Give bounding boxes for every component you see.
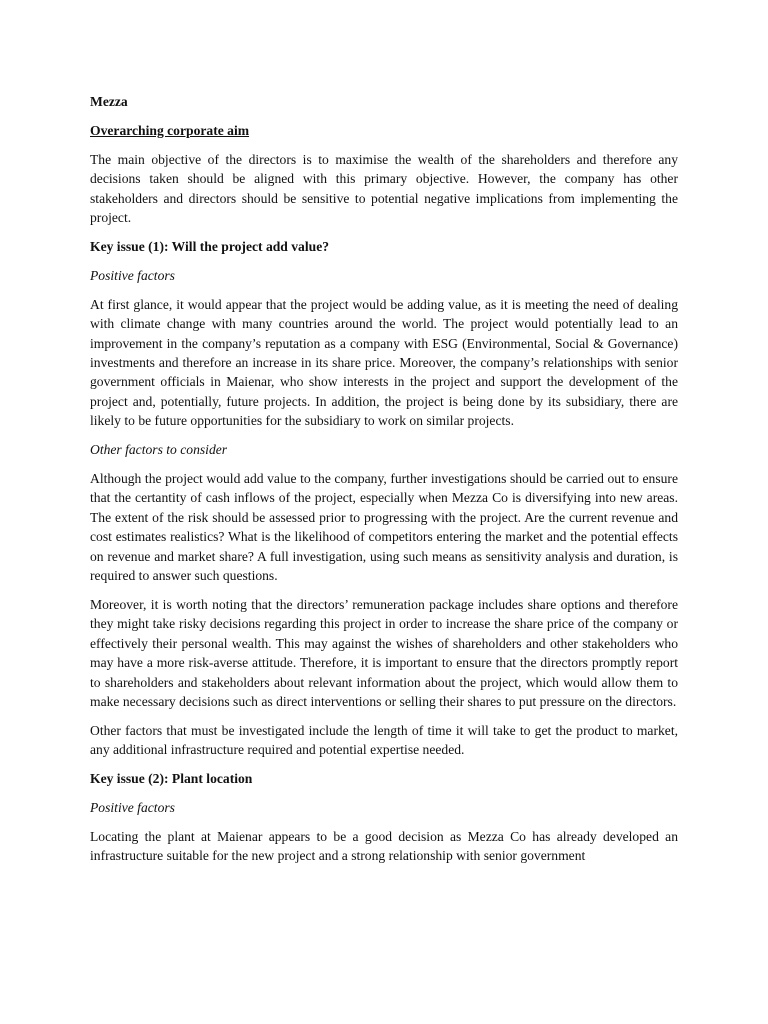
issue1-positive-label: Positive factors xyxy=(90,267,175,283)
section-heading: Overarching corporate aim xyxy=(90,122,250,138)
issue1-other-label: Other factors to consider xyxy=(90,442,228,458)
document-title: Mezza xyxy=(90,94,128,109)
issue2-positive-paragraph: Locating the plant at Maienar appears to be a good decision as Mezza Co has already developed an infrastructure suitable for the new project and a strong relationship with senior government xyxy=(90,829,678,864)
issue1-other-paragraph-3: Other factors that must be investigated include the length of time it will take to get the product to market, any additional infrastructure required and potential expertise needed. xyxy=(90,722,678,758)
issue1-other-paragraph-1: Although the project would add value to the company, further investigations should be carried out to ensure that the certantity of cash inflows of the project, especially when Mezza Co is diversifying into new areas. The extent of the risk should be assessed prior to progressing with the project. Are the current revenue and cost estimates realistics? What is the likelihood of competitors entering the market and the potential effects on revenue and market share? A full investigation, using such means as sensitivity analysis and duration, is required to answer such questions. xyxy=(90,471,678,584)
key-issue-1-heading: Key issue (1): Will the project add value? xyxy=(90,238,330,254)
issue1-other-paragraph-2: Moreover, it is worth noting that the directors’ remuneration package includes share options and therefore they might take risky decisions regarding this project in order to increase the share price of the company or effectively their personal wealth. This may against the wishes of shareholders and other stakeholders who may have a more risk-averse attitude. Therefore, it is important to ensure that the directors promptly report to shareholders and stakeholders about relevant information about the project, which would allow them to make necessary decisions such as direct interventions or selling their shares to put pressure on the directors. xyxy=(90,596,678,709)
issue2-positive-label: Positive factors xyxy=(90,800,175,816)
document-page xyxy=(90,92,678,875)
issue1-positive-paragraph: At first glance, it would appear that the project would be adding value, as it is meeting the need of dealing with climate change with many countries around the world. The project would potentially lead to an improvement in the company’s reputation as a company with ESG (Environmental, Social & Governance) investments and therefore an increase in its share price. Moreover, the company’s relationships with senior government officials in Maienar, who show interests in the project and support the development of the project and, potentially, future projects. In addition, the project is being done by its subsidiary, there are likely to be future opportunities for the subsidiary to work on similar projects. xyxy=(90,296,678,429)
key-issue-2-heading: Key issue (2): Plant location xyxy=(90,771,253,787)
intro-paragraph: The main objective of the directors is to maximise the wealth of the shareholders and therefore any decisions taken should be aligned with this primary objective. However, the company has other stakeholders and directors should be sensitive to potential negative implications from implementing the project. xyxy=(90,151,678,226)
